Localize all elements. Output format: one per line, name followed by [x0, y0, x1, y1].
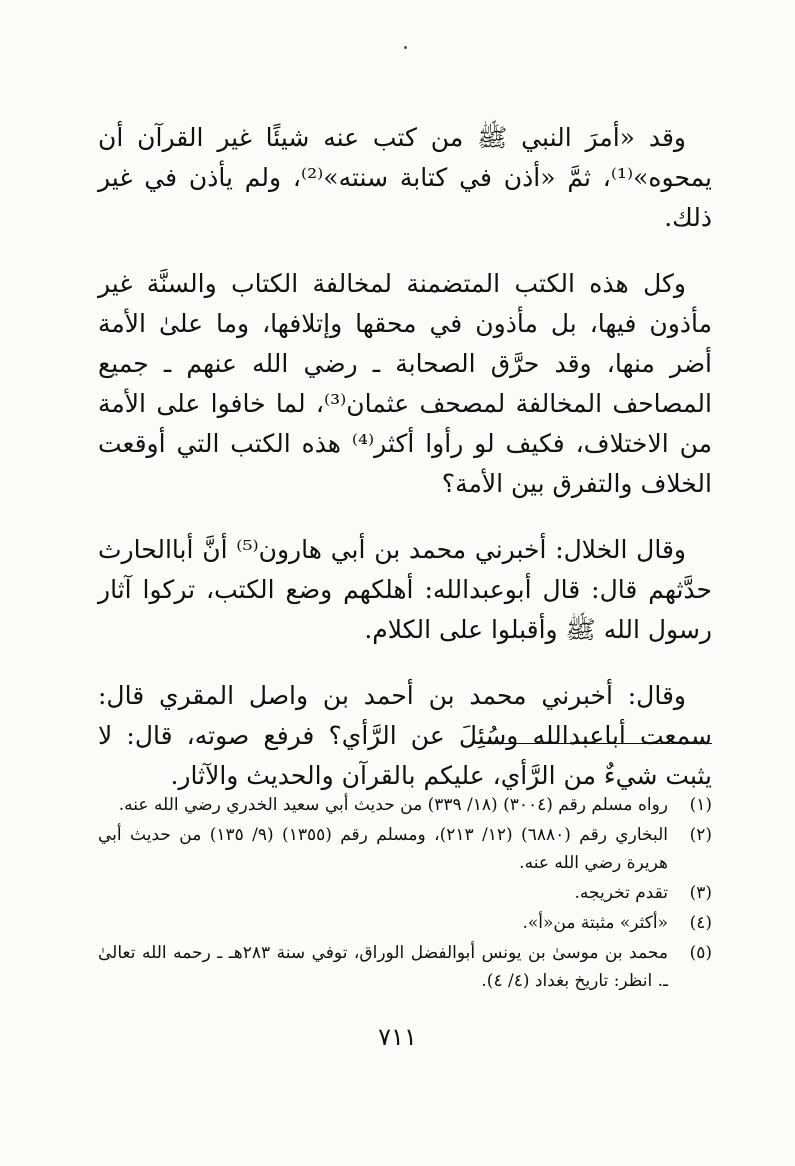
footnote-number: (٤): [689, 913, 712, 933]
footnote-1: [98, 791, 712, 819]
paragraph-4: وقال: أخبرني محمد بن أحمد بن واصل المقري قال: سمعت أباعبدالله وسُئِلَ عن الرَّأي؟ فرفع صوته، قال: لا يثبت شيءٌ من الرَّأي، عليكم بالقرآن والحديث والآثار.: [98, 681, 712, 790]
footnote-separator: [486, 743, 712, 744]
footnote-text: «أكثر» مثبتة من«أ».: [522, 913, 668, 933]
footnote-text: تقدم تخريجه.: [574, 883, 668, 903]
footnote-5: [98, 939, 712, 995]
footnote-2: [98, 821, 712, 877]
page-number: ٧١١: [378, 1023, 417, 1051]
footnote-text: محمد بن موسىٰ بن يونس أبوالفضل الوراق، توفي سنة ٢٨٣هـ ـ رحمه الله تعالىٰ ـ. انظر: تاريخ بغداد (٤/ ٤).: [98, 943, 669, 991]
footnote-number: (٥): [689, 943, 712, 963]
footnote-3: [98, 879, 712, 907]
footnote-number: (١): [689, 795, 712, 815]
paragraph-1: وقد «أمرَ النبي ﷺ من كتب عنه شيئًا غير القرآن أن يمحوه»⁽¹⁾، ثمَّ «أذن في كتابة سنته»⁽²⁾، ولم يأذن في غير ذلك.: [98, 123, 712, 232]
footnote-number: (٢): [689, 825, 712, 845]
paragraph-3: وقال الخلال: أخبرني محمد بن أبي هارون⁽⁵⁾ أنَّ أباالحارث حدَّثهم قال: قال أبوعبدالله: أهلكهم وضع الكتب، تركوا آثار رسول الله ﷺ وأقبلوا على الكلام.: [98, 535, 712, 644]
main-text: [98, 118, 712, 822]
paragraph-2: وكل هذه الكتب المتضمنة لمخالفة الكتاب والسنَّة غير مأذون فيها، بل مأذون في محقها وإتلافها، وما علىٰ الأمة أضر منها، وقد حرَّق الصحابة ـ رضي الله عنهم ـ جميع المصاحف المخالفة لمصحف عثمان⁽³⁾، لما خافوا على الأمة من الاختلاف، فكيف لو رأوا أكثر⁽⁴⁾ هذه الكتب التي أوقعت الخلاف والتفرق بين الأمة؟: [98, 269, 712, 498]
footnote-text: البخاري رقم (٦٨٨٠) (١٢/ ٢١٣)، ومسلم رقم (١٣٥٥) (٩/ ١٣٥) من حديث أبي هريرة رضي الله عنه.: [98, 825, 669, 873]
scan-speck: [404, 46, 407, 49]
footnote-text: رواه مسلم رقم (٣٠٠٤) (١٨/ ٣٣٩) من حديث أبي سعيد الخدري رضي الله عنه.: [118, 795, 668, 815]
footnotes: [98, 791, 712, 997]
footnote-number: (٣): [689, 883, 712, 903]
footnote-4: [98, 909, 712, 937]
